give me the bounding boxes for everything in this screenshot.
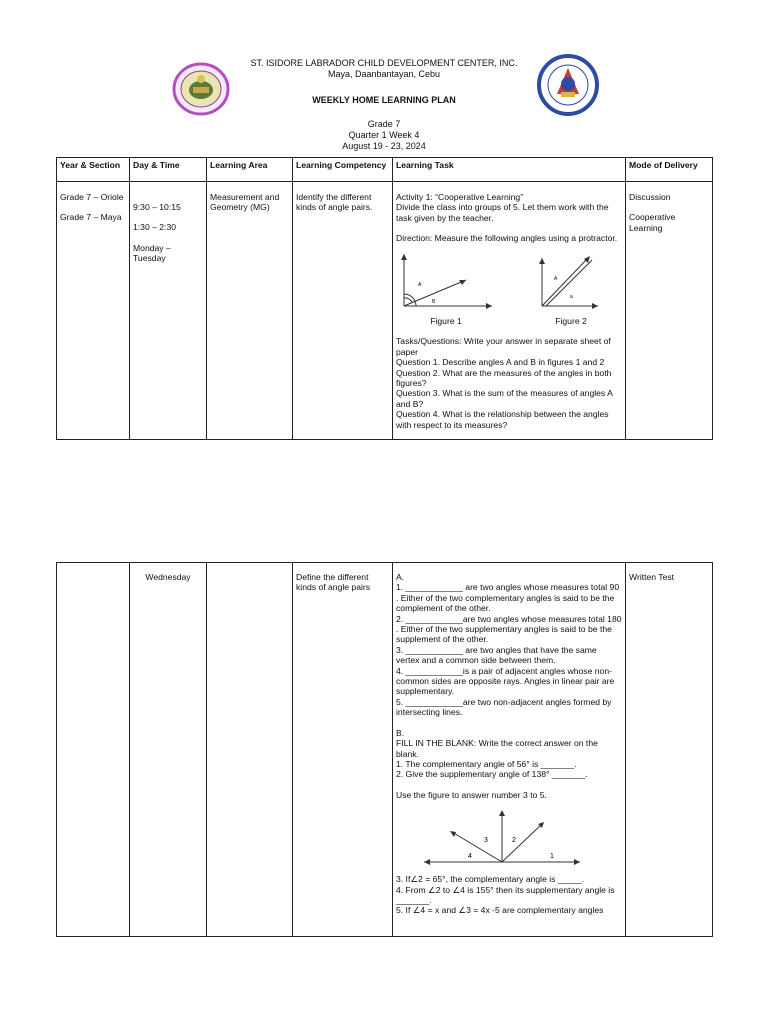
part-b-item-3: 3. If∠2 = 65°, the complementary angle is _____. <box>396 874 585 885</box>
part-a-item-3: 3. ____________ are two angles that have the same vertex and a common side between them. <box>396 644 597 666</box>
mode-written-test: Written Test <box>629 572 675 582</box>
school-name: ST. ISIDORE LABRADOR CHILD DEVELOPMENT CENTER, INC. <box>250 58 518 68</box>
section-maya: Grade 7 – Maya <box>60 212 122 223</box>
fig1-label-b: B <box>432 298 436 305</box>
figure-2-diagram <box>526 250 616 314</box>
activity-instruction: Divide the class into groups of 5. Let them work with the task given by the teacher. <box>396 202 609 223</box>
activity-title: Activity 1: “Cooperative Learning” <box>396 192 524 202</box>
fig1-label-a: A <box>418 281 422 288</box>
header-learning-competency: Learning Competency <box>293 158 393 182</box>
header-learning-area: Learning Area <box>207 158 293 182</box>
figure-instruction: Use the figure to answer number 3 to 5. <box>396 789 547 800</box>
learning-competency-2: Define the different kinds of angle pairs <box>296 572 371 593</box>
direction-text: Direction: Measure the following angles using a protractor. <box>396 233 618 244</box>
part-a-item-4: 4. ____________is a pair of adjacent angles whose non-common sides are opposite rays. Angles in linear pair are supplementary. <box>396 665 615 697</box>
part-b-item-2: 2. Give the supplementary angle of 138° _______. <box>396 769 588 780</box>
question-3: Question 3. What is the sum of the measures of angles A and B? <box>396 388 613 409</box>
part-a-label: A. <box>396 572 405 582</box>
angle-label-2: 2 <box>512 837 516 845</box>
header-learning-task: Learning Task <box>393 158 626 182</box>
days-label: Monday – Tuesday <box>133 242 171 264</box>
fig2-label-a: A <box>554 275 558 282</box>
part-a-item-5: 5. ____________are two non-adjacent angles formed by intersecting lines. <box>396 696 612 718</box>
header-mode-delivery: Mode of Delivery <box>626 158 713 182</box>
section-oriole: Grade 7 – Oriole <box>60 192 124 202</box>
part-b-item-5: 5. If ∠4 = x and ∠3 = 4x -5 are complementary angles <box>396 905 604 916</box>
table-header-row <box>57 158 713 182</box>
figure-1-label: Figure 1 <box>430 316 462 327</box>
figure-1-diagram <box>396 250 496 314</box>
question-4: Question 4. What is the relationship between the angles with respect to its measures? <box>396 409 609 430</box>
table-row <box>57 563 713 937</box>
grade-label: Grade 7 <box>367 119 401 129</box>
header-day-time: Day & Time <box>130 158 207 182</box>
part-a-item-1: 1. ____________ are two angles whose measures total 90 . Either of the two complementary angles is said to be the complement of the other. <box>396 582 620 614</box>
header-year-section: Year & Section <box>57 158 130 182</box>
part-b-label: B. <box>396 727 405 738</box>
table-row <box>57 182 713 440</box>
question-2: Question 2. What are the measures of the angles in both figures? <box>396 367 612 389</box>
date-range: August 19 - 23, 2024 <box>342 141 426 151</box>
figure-2-label: Figure 2 <box>555 316 587 327</box>
part-a-item-2: 2. ____________are two angles whose measures total 180 . Either of the two supplementary angles is said to be the supplement of the other. <box>396 613 622 645</box>
quarter-week: Quarter 1 Week 4 <box>348 130 420 140</box>
time-slot-2: 1:30 – 2:30 <box>133 222 177 233</box>
mode-discussion: Discussion <box>629 192 671 202</box>
angle-label-3: 3 <box>484 837 488 845</box>
plan-table-2 <box>56 562 713 937</box>
angle-pairs-figure <box>396 806 616 870</box>
angle-label-1: 1 <box>550 853 554 861</box>
tasks-instruction: Tasks/Questions: Write your answer in separate sheet of paper <box>396 336 611 357</box>
learning-competency: Identify the different kinds of angle pairs. <box>296 192 373 213</box>
part-b-item-1: 1. The complementary angle of 56° is _______. <box>396 758 577 769</box>
document-header <box>0 58 768 152</box>
school-address: Maya, Daanbantayan, Cebu <box>327 69 441 79</box>
fig2-label-b: a <box>570 293 573 300</box>
part-b-item-4: 4. From ∠2 to ∠4 is 155° then its supplementary angle is _______. <box>396 884 615 905</box>
mode-cooperative: Cooperative Learning <box>629 212 676 233</box>
time-slot-1: 9:30 – 10:15 <box>133 202 181 212</box>
plan-title: WEEKLY HOME LEARNING PLAN <box>312 95 456 105</box>
learning-area: Measurement and Geometry (MG) <box>210 192 280 213</box>
angle-figures <box>396 250 622 327</box>
day-wednesday: Wednesday <box>145 572 191 582</box>
plan-table-1 <box>56 157 713 440</box>
fill-in-instruction: FILL IN THE BLANK: Write the correct answer on the blank. <box>396 738 598 759</box>
angle-label-4: 4 <box>468 853 472 861</box>
question-1: Question 1. Describe angles A and B in figures 1 and 2 <box>396 357 605 368</box>
